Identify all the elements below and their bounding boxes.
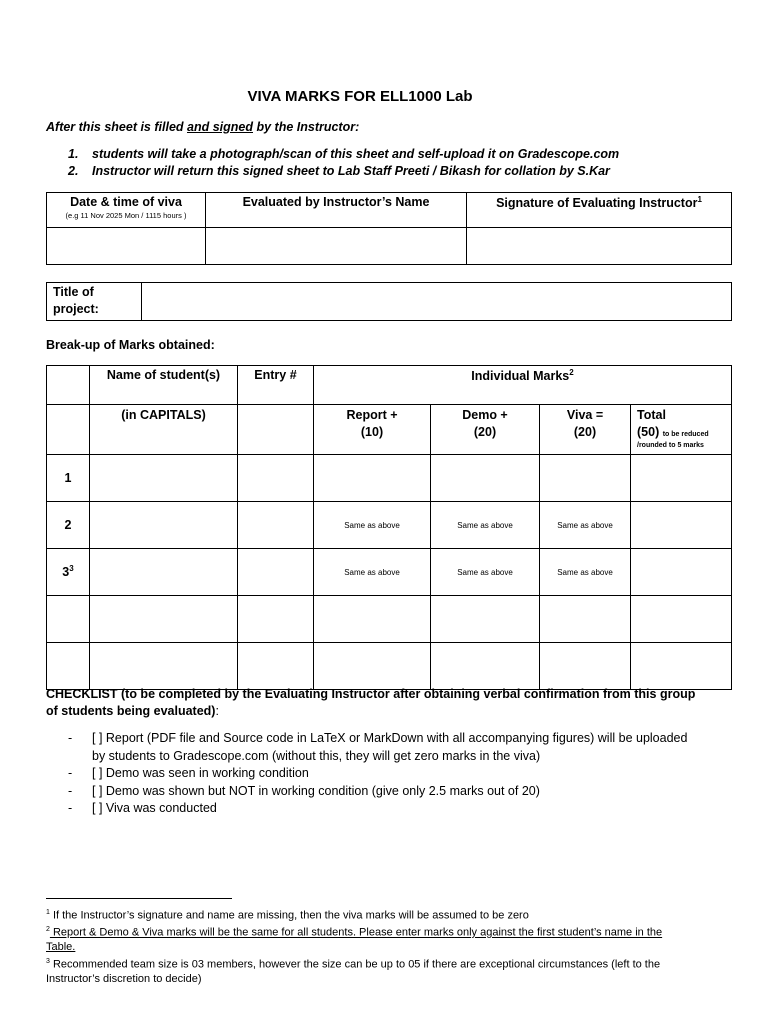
total-note: /rounded to 5 marks <box>637 442 704 449</box>
footnote-1 <box>46 906 686 923</box>
footnote-text: Report & Demo & Viva marks will be the same for all students. Please enter marks only against the first student’s name in the Table. <box>46 926 663 954</box>
total-label: Total <box>637 408 666 422</box>
step-text: students will take a photograph/scan of this sheet and self-upload it on Gradescope.com <box>92 147 620 161</box>
marks-table <box>46 365 732 690</box>
signature-field[interactable] <box>467 228 732 265</box>
project-title-field[interactable] <box>142 283 732 321</box>
entry-number-cell[interactable] <box>238 643 314 690</box>
total-mark-cell[interactable] <box>631 643 732 690</box>
viva-label: Viva = <box>566 408 604 422</box>
footnote-text: If the Instructor’s signature and name are missing, then the viva marks will be assumed to be zero <box>49 909 529 922</box>
intro-underlined: and signed <box>187 120 253 134</box>
demo-max: (20) <box>473 425 497 439</box>
student-name-cell[interactable] <box>90 596 238 643</box>
bullet-dash: - <box>68 801 73 815</box>
checklist-item-text: [ ] Demo was seen in working condition <box>92 766 309 780</box>
bullet-dash: - <box>68 766 73 780</box>
step-item <box>68 163 619 180</box>
footnote-divider <box>46 898 232 899</box>
row-number <box>47 643 90 690</box>
demo-mark-cell[interactable] <box>431 455 540 502</box>
total-header <box>631 405 732 455</box>
same-as-above-note: Same as above <box>540 549 631 596</box>
total-mark-cell[interactable] <box>631 502 732 549</box>
footnote-number: 3 <box>46 957 50 965</box>
demo-header <box>431 405 540 455</box>
report-mark-cell[interactable] <box>314 455 431 502</box>
date-time-label: Date & time of viva <box>70 195 182 209</box>
signature-label: Signature of Evaluating Instructor <box>496 196 698 211</box>
total-note: to be reduced <box>662 431 709 438</box>
checklist-heading <box>46 686 706 720</box>
total-mark-cell[interactable] <box>631 596 732 643</box>
checklist-heading-text: CHECKLIST (to be completed by the Evaluating Instructor after obtaining verbal confirmation from this group of students being evaluated) <box>46 687 696 718</box>
viva-header <box>540 405 631 455</box>
demo-mark-cell[interactable] <box>431 643 540 690</box>
bullet-dash: - <box>68 731 73 745</box>
project-title-table <box>46 282 732 321</box>
project-label-line2: project: <box>53 302 99 316</box>
instructor-name-header: Evaluated by Instructor’s Name <box>206 193 467 228</box>
demo-mark-cell[interactable] <box>431 596 540 643</box>
table-row <box>47 502 732 549</box>
student-name-cell[interactable] <box>90 455 238 502</box>
instructor-name-field[interactable] <box>206 228 467 265</box>
student-name-cell[interactable] <box>90 643 238 690</box>
student-name-cell[interactable] <box>90 502 238 549</box>
signature-header <box>467 193 732 228</box>
same-as-above-note: Same as above <box>314 502 431 549</box>
date-time-header <box>47 193 206 228</box>
date-time-field[interactable] <box>47 228 206 265</box>
viva-mark-cell[interactable] <box>540 596 631 643</box>
checklist-colon: : <box>215 704 219 718</box>
table-row <box>47 455 732 502</box>
project-label-line1: Title of <box>53 285 94 299</box>
report-mark-cell[interactable] <box>314 643 431 690</box>
report-max: (10) <box>360 425 384 439</box>
footnote-2 <box>46 923 686 955</box>
intro-before: After this sheet is filled <box>46 120 188 134</box>
viva-max: (20) <box>573 425 597 439</box>
viva-mark-cell[interactable] <box>540 643 631 690</box>
entry-number-header: Entry # <box>238 366 314 405</box>
breakup-heading: Break-up of Marks obtained: <box>46 338 215 352</box>
empty-header-cell <box>47 405 90 455</box>
step-item <box>68 146 619 163</box>
row-number <box>47 596 90 643</box>
same-as-above-note: Same as above <box>314 549 431 596</box>
checklist-item-text: [ ] Demo was shown but NOT in working condition (give only 2.5 marks out of 20) <box>92 783 540 798</box>
capitals-note: (in CAPITALS) <box>90 405 238 455</box>
footnotes <box>46 906 686 986</box>
report-label: Report + <box>346 408 398 422</box>
same-as-above-note: Same as above <box>431 502 540 549</box>
report-header <box>314 405 431 455</box>
intro-after: by the Instructor: <box>253 120 360 134</box>
total-mark-cell[interactable] <box>631 549 732 596</box>
step-number: 1. <box>68 147 79 161</box>
footnote-number: 1 <box>46 909 50 916</box>
checklist-item-demo-not-working[interactable] <box>68 783 688 801</box>
total-max: (50) <box>637 425 660 439</box>
footnote-ref: 2 <box>569 368 574 377</box>
checklist-item-viva[interactable] <box>68 800 688 818</box>
table-row <box>47 643 732 690</box>
checklist-item-demo-working[interactable] <box>68 765 688 783</box>
student-name-header: Name of student(s) <box>90 366 238 405</box>
date-time-hint: (e.g 11 Nov 2025 Mon / 1115 hours ) <box>65 211 187 220</box>
footnote-3 <box>46 955 686 987</box>
page-title: VIVA MARKS FOR ELL1000 Lab <box>247 88 473 105</box>
row-number: 2 <box>47 502 90 549</box>
same-as-above-note: Same as above <box>540 502 631 549</box>
checklist-item-text: [ ] Report (PDF file and Source code in LaTeX or MarkDown with all accompanying figures) will be uploaded by students to Gradescope.com (without this, they will get zero marks in the viva) <box>92 731 688 763</box>
row-number <box>47 549 90 596</box>
footnote-ref: 3 <box>69 564 74 574</box>
table-row <box>47 596 732 643</box>
steps-list <box>68 146 619 180</box>
project-title-label <box>47 283 142 321</box>
demo-label: Demo + <box>462 408 508 422</box>
entry-number-cell[interactable] <box>238 596 314 643</box>
individual-marks-label: Individual Marks <box>471 369 570 384</box>
footnote-ref: 1 <box>697 195 702 204</box>
footnote-number: 2 <box>46 926 50 934</box>
individual-marks-header <box>314 366 732 405</box>
row-number: 1 <box>47 455 90 502</box>
empty-header-cell <box>47 366 90 405</box>
row-number-value: 3 <box>62 565 70 580</box>
student-name-cell[interactable] <box>90 549 238 596</box>
entry-number-cell[interactable] <box>238 549 314 596</box>
evaluation-table <box>46 192 732 265</box>
entry-number-cell[interactable] <box>238 502 314 549</box>
checklist-item-report[interactable] <box>68 730 688 765</box>
same-as-above-note: Same as above <box>431 549 540 596</box>
step-text: Instructor will return this signed sheet to Lab Staff Preeti / Bikash for collation by S.Kar <box>92 164 610 178</box>
bullet-dash: - <box>68 783 73 798</box>
report-mark-cell[interactable] <box>314 596 431 643</box>
footnote-text: Recommended team size is 03 members, however the size can be up to 05 if there are exceptional circumstances (left to the Instructor’s discretion to decide) <box>46 958 661 985</box>
empty-header-cell <box>238 405 314 455</box>
viva-mark-cell[interactable] <box>540 455 631 502</box>
table-row <box>47 549 732 596</box>
intro-text <box>46 120 359 134</box>
step-number: 2. <box>68 164 79 178</box>
entry-number-cell[interactable] <box>238 455 314 502</box>
total-mark-cell[interactable] <box>631 455 732 502</box>
checklist-items <box>68 730 688 818</box>
checklist-item-text: [ ] Viva was conducted <box>92 801 217 815</box>
